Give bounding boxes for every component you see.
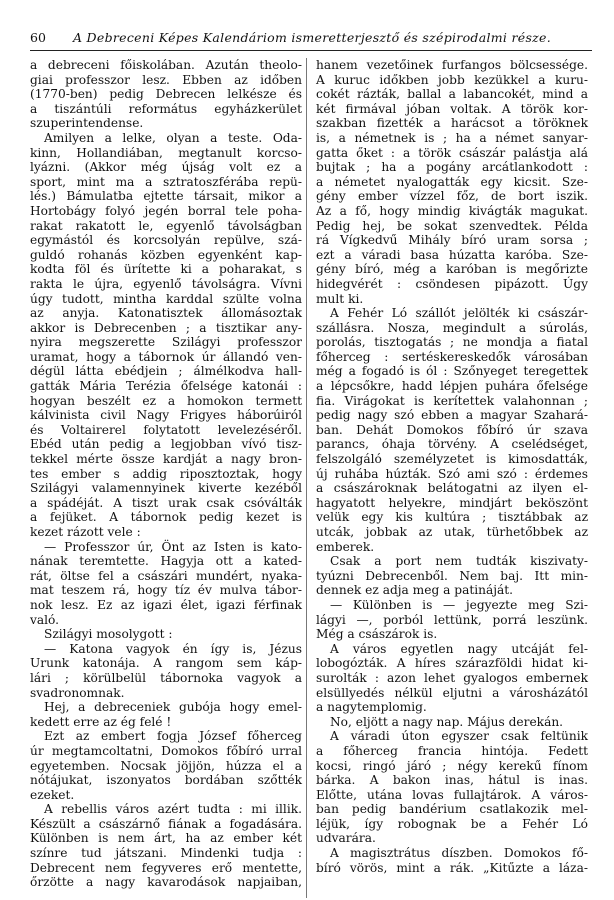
text-line: — Katona vagyok én így is, Jézus — [44, 641, 302, 656]
text-line: gatta őket : a török császár palástja alá — [316, 145, 588, 160]
text-line: nok lesz. Ez az igazi élet, igazi férfinak — [30, 597, 302, 612]
text-line: porolás, tisztogatás ; ne mondja a fiatal — [316, 335, 588, 350]
text-line: Szilágyi valamennyinek kiverte kezéből — [30, 481, 302, 496]
text-line: lágyi —, porból lettünk, porrá leszünk. — [316, 612, 588, 627]
text-line: cokét rázták, ballal a labancokét, mind a — [316, 87, 588, 102]
text-line: rá Vígkedvű Mihály bíró uram sorsa ; — [316, 233, 588, 248]
text-line: lobogózták. A híres szárazföldi hidat ki- — [316, 656, 588, 671]
text-line: A rebellis város azért tudta : mi illik. — [44, 802, 302, 817]
page-number: 60 — [30, 30, 46, 45]
text-line: dégül látta ebédjein ; álmélkodva hall- — [30, 364, 302, 379]
text-line: is, a németnek is ; ha a német sanyar- — [316, 130, 588, 145]
text-line: fia. Virágokat is kerítettek valahonnan ; — [316, 393, 588, 408]
text-line: elsüllyedés nélkül eljutni a városházától — [316, 685, 588, 700]
text-line: kezet rázott vele : — [30, 525, 141, 539]
text-line: kálvinista civil Nagy Frigyes háborúiról — [30, 408, 302, 423]
text-line: uramat, hogy a tábornok úr állandó ven- — [30, 349, 302, 364]
running-title: A Debreceni Képes Kalendáriom ismeretterjesztő és szépirodalmi része. — [72, 30, 552, 45]
text-line: parancs, óhaja törvény. A cselédséget, — [316, 437, 588, 452]
text-line: pedig nagy szó ebben a magyar Szahará- — [316, 408, 588, 423]
text-line: Amilyen a lelke, olyan a teste. Oda- — [44, 130, 302, 145]
text-line: úgy tudott, mintha karddal szülte volna — [30, 291, 302, 306]
text-line: Ebéd után pedig a legjobban vívó tisz- — [30, 437, 302, 452]
text-line: a németet nyalogatták egy kicsit. Sze- — [316, 174, 588, 189]
text-line: rakta le újra, egyenlő távolságra. Vívni — [30, 276, 302, 291]
text-line: és Voltairerel folytatott levelezéséről. — [30, 422, 302, 437]
text-line: az anyja. Katonatisztek állomásoztak — [30, 306, 302, 321]
text-line: A kuruc időkben jobb kezükkel a kuru- — [316, 72, 588, 87]
text-line: dennek ez adja meg a patináját. — [316, 583, 514, 598]
text-line: ban. Dehát Domokos főbíró úr szava — [316, 422, 588, 437]
text-line: akkor is Debrecenben ; a tisztikar any- — [30, 320, 302, 335]
text-line: való. — [30, 612, 60, 627]
text-line: úr megtamcoltatni, Domokos főbíró urral — [30, 743, 302, 758]
text-line: Hej, a debreceniek gubója hogy emel- — [44, 700, 302, 715]
text-line: a császároknak belátogatni az ilyen el- — [316, 481, 588, 496]
text-line: tes ember s addig riposztoztak, hogy — [30, 466, 302, 481]
text-line: A váradi úton egyszer csak feltünik — [330, 729, 588, 744]
text-line: (1770-ben) pedig Debrecen lelkésze és — [30, 87, 302, 102]
left-column — [30, 58, 302, 890]
text-line: A magisztrátus díszben. Domokos fő- — [330, 846, 588, 861]
text-line: rát, öltse fel a császári mundért, nyaka- — [30, 568, 302, 583]
header-rule — [30, 50, 592, 51]
text-line: — Különben is — jegyezte meg Szi- — [330, 597, 588, 612]
text-line: Debrecent nem fegyveres erő mentette, — [30, 860, 302, 875]
text-line: ezt a váradi basa húzatta karóba. Sze- — [316, 247, 588, 262]
text-line: hagyatott helyekre, mindjárt beköszönt — [316, 495, 588, 510]
text-line: tekkel mérte össze kardját a nagy bron- — [30, 452, 302, 467]
text-line: hogyan beszélt ez a homokon termett — [30, 393, 302, 408]
text-line: nótájukat, iszonyatos bordában szőtték — [30, 773, 302, 788]
text-line: ezeket. — [30, 787, 75, 802]
text-line: mult ki. — [316, 291, 364, 306]
text-line: a lépcsőkre, hadd lépjen puhára őfelsége — [316, 379, 588, 394]
text-line: Csak a port nem tudták kiszivaty- — [330, 554, 588, 569]
text-line: még a fogadó is ól : Szőnyeget teregettek — [316, 364, 588, 379]
text-line: a főherceg francia hintója. Fedett — [316, 743, 588, 758]
text-line: szuperintendense. — [30, 116, 144, 131]
text-line: őrzötte a nagy kavarodások napjaiban, — [30, 875, 302, 890]
text-line: nának teremtette. Hagyja ott a kated- — [30, 554, 302, 569]
text-line: Ezt az embert fogja József főherceg — [44, 729, 302, 744]
text-line: Szilágyi mosolygott : — [44, 627, 173, 642]
text-line: lári ; körülbelül tábornoka vagyok a — [30, 670, 302, 685]
text-line: lyázni. (Akkor még újság volt ez a — [30, 160, 302, 175]
text-line: surolták : azon lehet gyalogos embernek — [316, 670, 588, 685]
text-line: léjük, így robognak be a Fehér Ló — [316, 816, 588, 831]
text-line: felszolgáló személyzetet is kimosdatták, — [316, 452, 588, 467]
text-line: két firmával jóban voltak. A török kor- — [316, 101, 588, 116]
text-line: A Fehér Ló szállót jelölték ki császár- — [330, 306, 588, 321]
text-line: bujtak ; ha a pogány arcátlankodott : — [316, 160, 588, 175]
text-line: egymástól és korcsolyán repülve, szá- — [30, 233, 302, 248]
text-line: rakat rakatott le, egyenlő távolságban — [30, 218, 302, 233]
text-line: sport, mint ma a sztratoszférába repü- — [30, 174, 302, 189]
text-line: bárka. A bakon inas, hátul is inas. — [316, 773, 588, 788]
text-line: Különben is nem árt, ha az ember két — [30, 831, 302, 846]
text-line: nyira megszerette Szilágyi professzor — [30, 335, 302, 350]
text-line: emberek. — [316, 539, 375, 554]
text-line: a fejüket. A tábornok pedig kezet is — [30, 510, 302, 525]
text-line: a nagytemplomig. — [316, 700, 427, 715]
page-header — [30, 30, 594, 46]
text-line: gény bíró, még a karóban is megőrizte — [316, 262, 588, 277]
text-line: giai professzor lesz. Ebben az időben — [30, 72, 302, 87]
text-line: udvarára. — [316, 831, 376, 846]
text-line: kinn, Hollandiában, megtanult korcso- — [30, 145, 302, 160]
text-line: új ruhába húzták. Szó ami szó : érdemes — [316, 466, 588, 481]
text-line: Az a fő, hogy mindig kivágták magukat. — [316, 203, 588, 218]
text-line: guldó rohanás közben egyenként kap- — [30, 247, 302, 262]
text-line: Hortobágy folyó jegén borral tele poha- — [30, 203, 302, 218]
text-line: bíró vörös, mint a rák. „Kitűzte a láza- — [316, 860, 588, 875]
text-line: a debreceni főiskolában. Azután theolo- — [30, 58, 302, 72]
right-column — [316, 58, 588, 875]
text-line: Pedig hej, be sokat szenvedtek. Példa — [316, 218, 588, 233]
text-line: a spádéját. A tiszt urak csak csóválták — [30, 495, 302, 510]
text-line: A város egyetlen nagy utcáját fel- — [330, 641, 588, 656]
text-line: a tiszántúli református egyházkerület — [30, 101, 302, 116]
text-line: Készült a császárnő fiának a fogadására. — [30, 816, 302, 831]
text-line: kodta föl és ürítette ki a poharakat, s — [30, 262, 302, 277]
text-line: svadronomnak. — [30, 685, 125, 700]
text-line: Előtte, utána lovas fullajtárok. A város- — [316, 787, 588, 802]
text-line: Urunk katonája. A rangom sem káp- — [30, 656, 302, 671]
text-line: egyetemben. Nocsak jöjjön, húzza el a — [30, 758, 302, 773]
text-line: utcák, jobbak az utak, türhetőbbek az — [316, 525, 588, 539]
text-line: hidegvérét : csöndesen pipázott. Úgy — [316, 276, 588, 291]
text-line: mat teszem rá, hogy tíz év mulva tábor- — [30, 583, 302, 598]
text-line: velük egy kis kultúra ; tisztábbak az — [316, 510, 588, 525]
text-line: színre tud játszani. Mindenki tudja : — [30, 846, 302, 861]
text-line: No, eljött a nagy nap. Május derekán. — [330, 714, 564, 729]
text-line: kocsi, ringó járó ; négy kerekű fínom — [316, 758, 588, 773]
text-line: kedett erre az ég felé ! — [30, 714, 172, 729]
text-line: szakban fizették a harácsot a töröknek — [316, 116, 588, 131]
text-line: gény ember vízzel főz, de bort iszik. — [316, 189, 588, 204]
column-divider — [306, 58, 307, 898]
text-line: — Professzor úr, Önt az Isten is kato- — [44, 539, 302, 554]
text-line: szállásra. Nosza, megindult a súrolás, — [316, 320, 588, 335]
text-line: főherceg : sertéskereskedők városában — [316, 349, 588, 364]
text-line: gatták Mária Terézia őfelsége katonái : — [30, 379, 302, 394]
text-line: lés.) Bámulatba ejtette társait, mikor a — [30, 189, 302, 204]
text-line: Még a császárok is. — [316, 627, 438, 642]
text-line: tyúzni Debrecenből. Nem baj. Itt min- — [316, 568, 588, 583]
text-line: hanem vezetőinek furfangos bölcsessége. — [316, 58, 588, 72]
text-line: ban pedig bandérium csatlakozik mel- — [316, 802, 588, 817]
